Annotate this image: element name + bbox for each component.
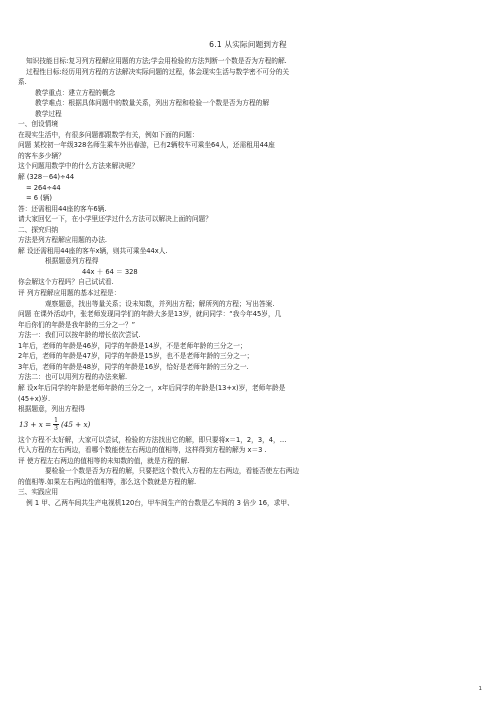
fraction-numerator: 1 bbox=[54, 417, 58, 425]
equation-left: 13 + x = bbox=[19, 420, 52, 430]
text-line: (45+x)岁. bbox=[18, 394, 51, 403]
text-line: 教学难点：根据具体问题中的数量关系，列出方程和检验一个数是否为方程的解 bbox=[35, 99, 270, 108]
text-line: 问题 在课外活动中，张老师发现同学们的年龄大多是13岁，就问同学：“我今年45岁，几 bbox=[18, 310, 282, 319]
equation-fraction bbox=[53, 417, 59, 432]
text-block-1 bbox=[18, 56, 480, 415]
text-line: 解 设还需租用44座的客车x辆，则共可乘坐44x人. bbox=[18, 246, 168, 255]
text-line: 代入方程的左右两边，看哪个数能使左右两边的值相等，这样得到方程的解为 x＝3 . bbox=[18, 446, 267, 455]
equation-right: (45 + x) bbox=[60, 420, 91, 430]
text-line: 1年后，老师的年龄是46岁，同学的年龄是14岁，不是老师年龄的三分之一； bbox=[18, 341, 247, 350]
text-line: = 6 (辆) bbox=[26, 194, 53, 203]
text-line: = 264÷44 bbox=[26, 183, 61, 192]
text-line: 例 1 甲、乙两车间共生产电视机120台，甲车间生产的台数是乙车间的 3 倍少 16，求甲、 bbox=[26, 498, 294, 507]
text-line: 根据题意列方程得 bbox=[45, 257, 99, 266]
text-line: 系. bbox=[18, 78, 27, 87]
text-line: 方法一：我们可以按年龄的增长依次尝试. bbox=[18, 331, 141, 340]
page-title: 6.1 从实际问题到方程 bbox=[209, 40, 287, 49]
fraction-denominator: 3 bbox=[54, 425, 58, 433]
text-line: 一、创设情境 bbox=[18, 120, 59, 129]
text-line: 评 使方程左右两边的值相等的未知数的值，就是方程的解. bbox=[18, 456, 190, 465]
text-line: 观察题意，找出等量关系；设未知数，并列出方程；解所列的方程；写出答案. bbox=[45, 299, 275, 308]
text-line: 二、探究归纳 bbox=[18, 225, 59, 234]
text-line: 知识技能目标:复习列方程解应用题的方法;学会用检验的方法判断一个数是否为方程的解. bbox=[26, 57, 287, 65]
text-line: 要检验一个数是否为方程的解，只要把这个数代入方程的左右两边，看能否使左右两边 bbox=[45, 467, 300, 476]
text-line: 2年后，老师的年龄是47岁，同学的年龄是15岁，也不是老师年龄的三分之一； bbox=[18, 352, 254, 361]
text-line: 请大家回忆一下，在小学里还学过什么方法可以解决上面的问题？ bbox=[18, 215, 212, 224]
text-line: 在现实生活中，有很多问题都跟数学有关，例如下面的问题： bbox=[18, 130, 199, 139]
text-line: 评 列方程解应用题的基本过程是： bbox=[18, 289, 121, 298]
text-line: 这个问题用数学中的什么方法来解决呢？ bbox=[18, 162, 139, 171]
text-block-2 bbox=[18, 435, 480, 509]
text-line: 年后你们的年龄是我年龄的三分之一？” bbox=[18, 320, 136, 329]
text-line: 方法二：也可以用列方程的办法来解. bbox=[18, 373, 128, 382]
equation bbox=[18, 415, 480, 435]
text-line: 根据题意，列出方程得 bbox=[18, 405, 85, 414]
text-line: 答：还需租用44座的客车6辆. bbox=[18, 204, 107, 213]
text-line: 解 设x年后同学的年龄是老师年龄的三分之一，x年后同学的年龄是(13+x)岁，老师年龄是 bbox=[18, 383, 286, 392]
text-line: 44x ＋ 64 ＝ 328 bbox=[82, 267, 138, 276]
text-line: 解 (328－64)÷44 bbox=[18, 173, 75, 182]
text-line: 问题 某校初一年级328名师生乘车外出春游，已有2辆校车可乘坐64人，还需租用44座 bbox=[18, 141, 275, 150]
text-line: 这个方程不太好解，大家可以尝试，检验的方法找出它的解，即只要将x＝1，2，3，4，… bbox=[18, 435, 287, 444]
document-body bbox=[18, 56, 480, 508]
text-line: 方法是列方程解应用题的办法. bbox=[18, 236, 108, 245]
text-line: 的客车多少辆？ bbox=[18, 151, 65, 160]
text-line: 过程性目标:经历用列方程的方法解决实际问题的过程，体会现实生活与数学密不可分的关 bbox=[26, 67, 290, 76]
page-number: 1 bbox=[478, 686, 482, 692]
text-line: 3年后，老师的年龄是48岁，同学的年龄是16岁，恰好是老师年龄的三分之一. bbox=[18, 362, 249, 371]
text-line: 三、实践应用 bbox=[18, 488, 59, 497]
text-line: 的值相等.如果左右两边的值相等，那么这个数就是方程的解. bbox=[18, 477, 197, 486]
text-line: 教学重点：建立方程的概念 bbox=[35, 88, 116, 97]
text-line: 你会解这个方程吗？自己试试看. bbox=[18, 278, 114, 287]
text-line: 教学过程 bbox=[35, 109, 62, 118]
